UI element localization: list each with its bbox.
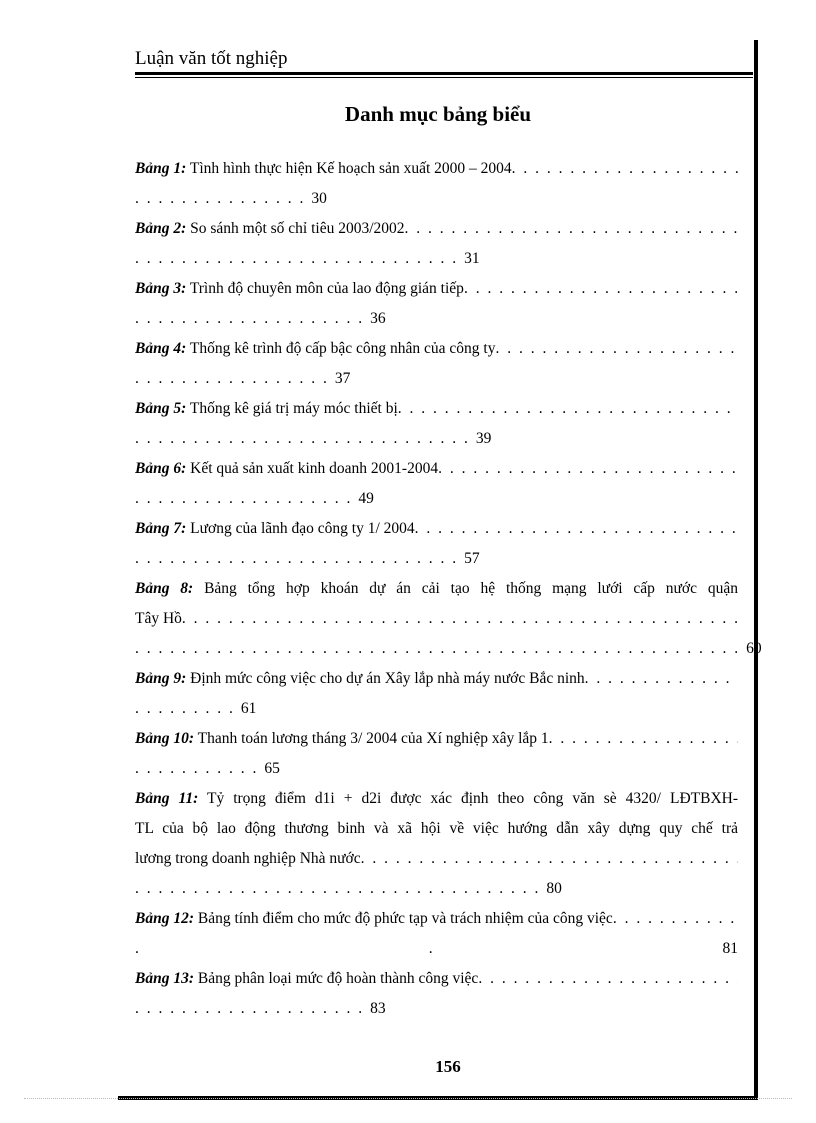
leader-dots [438,454,738,484]
page-number: 156 [435,1057,461,1076]
leader-dots [182,604,738,634]
toc-entry-page: 49 [358,490,374,507]
toc-entry-text: Thanh toán lương tháng 3/ 2004 của Xí nghiệp xây lắp 1 [194,730,549,747]
header-rule [135,72,753,75]
toc-entry-text-cont: lương trong doanh nghiệp Nhà nước [135,850,361,867]
toc-entry-text: Trình độ chuyên môn của lao động gián tiếp [186,280,464,297]
toc-entry[interactable]: Bảng 1: Tình hình thực hiện Kế hoạch sản xuất 2000 – 2004 . . . . . . . . . . . . . . . . . . 30 [135,154,738,214]
page-edge [24,1098,792,1099]
toc-entry[interactable]: Bảng 8: Bảng tổng hợp khoán dự án cải tạo hệ thống mạng lưới cấp nước quận Tây Hồ . . . . . . . . . . . . . . . . . . . . . . . . . . . . . . . . . . . . . . . . . . . . . . . . . . . . . . . 60 [135,574,738,664]
toc-entry-page: 30 [311,190,327,207]
toc-entry-label: Bảng 10: [135,730,194,747]
leader-dots [495,334,738,364]
toc-entry-label: Bảng 3: [135,280,187,297]
leader-dots [361,844,738,874]
toc-entry-label: Bảng 2: [135,220,187,237]
page-title: Danh mục bảng biểu [344,102,532,126]
toc-entry-text: Thống kê giá trị máy móc thiết bị [186,400,398,417]
toc-entry[interactable]: Bảng 11: Tỷ trọng điểm d1i + d2i được xác định theo công văn sè 4320/ LĐTBXH- TL của bộ lao động thương binh và xã hội về việc hướng dẫn xây dựng quy chế trả lương trong doanh nghiệp Nhà nước . . . . . . . . . . . . . . . . . . . . . . . . . . . . . . . . . . . . . . 80 [135,784,738,904]
leader-dots [585,664,738,694]
leader-dots [464,274,738,304]
toc-entry-page: 80 [546,880,562,897]
toc-entry-page: 37 [334,370,351,387]
toc-entry-text: Tỷ trọng điểm d1i + d2i được xác định theo công văn sè 4320/ LĐTBXH- [198,790,738,807]
toc-entry-label: Bảng 7: [135,520,187,537]
toc-entry[interactable]: Bảng 4: Thống kê trình độ cấp bậc công nhân của công ty . . . . . . . . . . . . . . . . . . . . 37 [135,334,738,394]
leader-dots [549,724,738,754]
running-header [135,48,753,78]
toc-entry[interactable]: Bảng 12: Bảng tính điểm cho mức độ phức tạp và trách nhiệm của công việc . . . . . 81 [135,904,738,964]
toc-entry-label: Bảng 12: [135,910,194,927]
toc-entry[interactable]: Bảng 9: Định mức công việc cho dự án Xây lắp nhà máy nước Bắc ninh . . . . . . . . . . . . 61 [135,664,738,724]
toc-entry-page: 65 [264,760,280,777]
toc-entry-page: 83 [370,1000,386,1017]
leader-dots [415,514,738,544]
toc-entry-page: 61 [240,700,257,717]
toc-entry-text-cont: TL của bộ lao động thương binh và xã hội về việc hướng dẫn xây dựng quy chế trả [135,820,738,837]
toc-entry-text: Định mức công việc cho dự án Xây lắp nhà máy nước Bắc ninh [186,670,585,687]
toc-entry[interactable]: Bảng 3: Trình độ chuyên môn của lao động gián tiếp . . . . . . . . . . . . . . . . . . . . . . . 36 [135,274,738,334]
toc-entry-label: Bảng 13: [135,970,194,987]
toc-entry-text: Bảng tính điểm cho mức độ phức tạp và trách nhiệm của công việc [194,910,613,927]
toc-entry-page: 31 [464,250,480,267]
toc-entry[interactable]: Bảng 7: Lương của lãnh đạo công ty 1/ 2004 . . . . . . . . . . . . . . . . . . . . . . . . . . . . . . . 57 [135,514,738,574]
toc-entry-label: Bảng 6: [135,460,187,477]
toc-entry[interactable]: Bảng 5: Thống kê giá trị máy móc thiết bị . . . . . . . . . . . . . . . . . . . . . . . . . . . . . . . . 39 [135,394,738,454]
leader-dots [405,214,738,244]
toc-entry-label: Bảng 4: [135,340,187,357]
toc-entry-page: 57 [464,550,480,567]
leader-dots [613,904,738,934]
toc-entry-label: Bảng 1: [135,160,187,177]
toc-entry[interactable]: Bảng 10: Thanh toán lương tháng 3/ 2004 của Xí nghiệp xây lắp 1 . . . . . . . . . . . . . . 65 [135,724,738,784]
toc-entry-text: Lương của lãnh đạo công ty 1/ 2004 [186,520,415,537]
toc-entry-text-cont: Tây Hồ [135,610,182,627]
toc-entry-text: So sánh một số chỉ tiêu 2003/2002 [186,220,405,237]
leader-dots [478,964,738,994]
toc-entry[interactable]: Bảng 13: Bảng phân loại mức độ hoàn thành công việc . . . . . . . . . . . . . . . . . . . . . . . 83 [135,964,738,1024]
header-rule-thin [135,77,753,78]
toc-entry-text: Bảng phân loại mức độ hoàn thành công việc [194,970,479,987]
toc-entry-page: 81 [722,940,738,957]
toc-entry-label: Bảng 11: [135,790,199,807]
toc-entry-page: 60 [746,640,762,657]
leader-dots [512,154,738,184]
toc-entry-text: Bảng tổng hợp khoán dự án cải tạo hệ thống mạng lưới cấp nước quận [193,580,738,597]
toc-entry-page: 39 [475,430,492,447]
toc-entry-text: Thống kê trình độ cấp bậc công nhân của công ty [186,340,496,357]
toc-entry-page: 36 [370,310,386,327]
toc-entry-text: Tình hình thực hiện Kế hoạch sản xuất 2000 – 2004 [186,160,512,177]
toc-entry[interactable]: Bảng 6: Kết quả sản xuất kinh doanh 2001-2004 . . . . . . . . . . . . . . . . . . . . . . 49 [135,454,738,514]
toc-entry-label: Bảng 9: [135,670,187,687]
table-of-tables [135,154,762,1024]
header-title: Luận văn tốt nghiệp [135,48,288,69]
toc-entry-label: Bảng 5: [135,400,187,417]
toc-entry-label: Bảng 8: [135,580,194,597]
toc-entry[interactable]: Bảng 2: So sánh một số chỉ tiêu 2003/2002 . . . . . . . . . . . . . . . . . . . . . . . . . . . . . . . 31 [135,214,738,274]
toc-entry-text: Kết quả sản xuất kinh doanh 2001-2004 [186,460,439,477]
leader-dots [398,394,738,424]
